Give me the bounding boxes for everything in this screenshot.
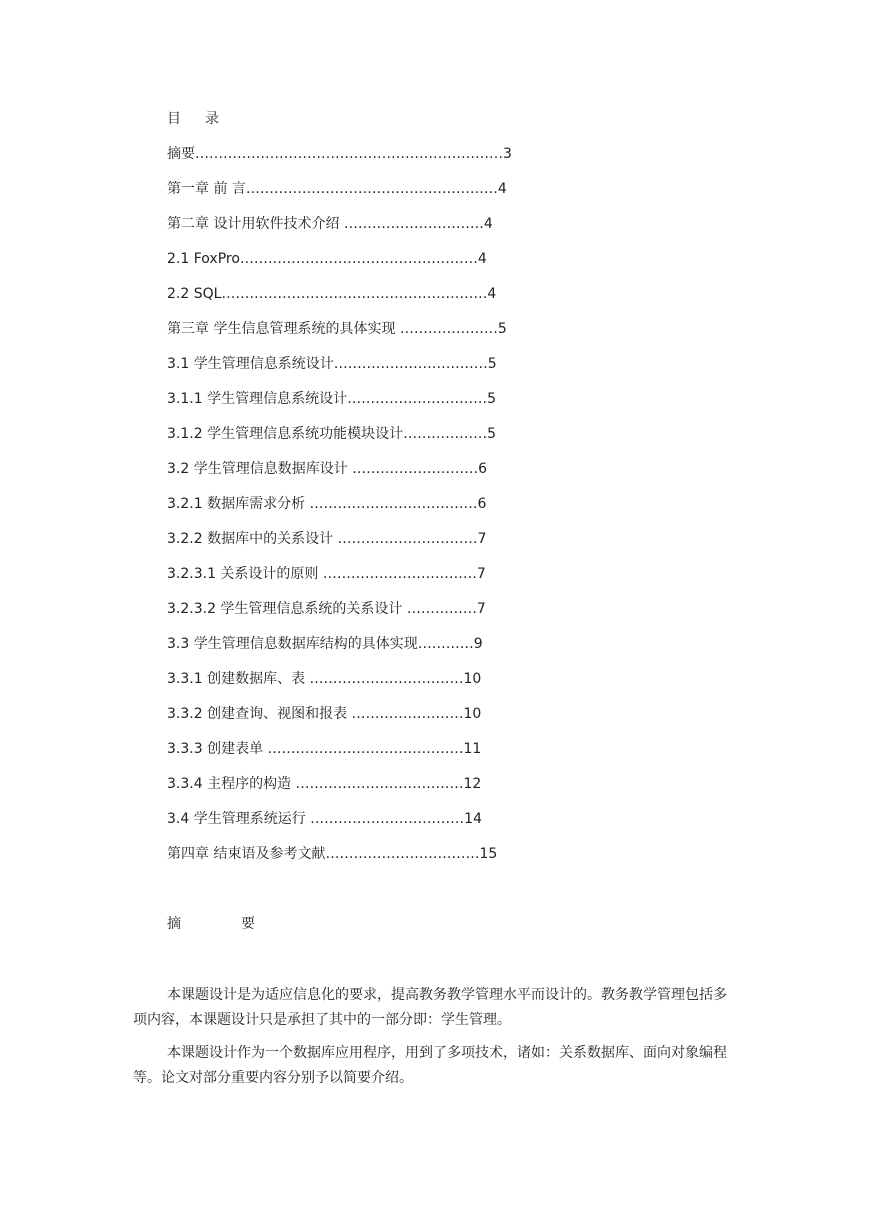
toc-entry: 3.3.1 创建数据库、表 ……………………………10 <box>167 671 482 687</box>
toc-entry: 3.3.3 创建表单 ……………………………………11 <box>167 741 482 757</box>
toc-entry: 3.3.4 主程序的构造 ………………………………12 <box>167 776 482 792</box>
table-of-contents <box>167 143 512 878</box>
abstract-paragraph-1: 本课题设计是为适应信息化的要求，提高教务教学管理水平而设计的。教务教学管理包括多项内容，本课题设计只是承担了其中的一部分即：学生管理。 <box>133 987 727 1028</box>
toc-entry: 3.2.1 数据库需求分析 ………………………………6 <box>167 496 487 512</box>
toc-entry: 第四章 结束语及参考文献……………………………15 <box>167 846 498 862</box>
toc-entry: 3.1.2 学生管理信息系统功能模块设计………………5 <box>167 426 496 442</box>
toc-title-char-2: 录 <box>205 111 219 127</box>
toc-entry: 2.1 FoxPro……………………………………………4 <box>167 251 487 267</box>
toc-entry: 第一章 前 言………………………………………………4 <box>167 181 507 197</box>
abstract-heading-char-2: 要 <box>241 916 255 932</box>
toc-entry: 第二章 设计用软件技术介绍 …………………………4 <box>167 216 493 232</box>
toc-entry: 3.2.2 数据库中的关系设计 …………………………7 <box>167 531 487 547</box>
toc-entry: 3.3.2 创建查询、视图和报表 ……………………10 <box>167 706 482 722</box>
toc-entry: 2.2 SQL…………………………………………………4 <box>167 286 497 302</box>
toc-entry: 第三章 学生信息管理系统的具体实现 …………………5 <box>167 321 507 337</box>
toc-entry: 3.2.3.2 学生管理信息系统的关系设计 ……………7 <box>167 601 486 617</box>
toc-title <box>167 108 219 128</box>
toc-entry: 3.2.3.1 关系设计的原则 ……………………………7 <box>167 566 486 582</box>
abstract-heading <box>167 913 255 933</box>
toc-title-char-1: 目 <box>167 111 181 127</box>
abstract-heading-char-1: 摘 <box>167 916 181 932</box>
abstract-paragraph-2: 本课题设计作为一个数据库应用程序，用到了多项技术，诸如：关系数据库、面向对象编程等。论文对部分重要内容分别予以简要介绍。 <box>133 1045 727 1086</box>
toc-entry: 3.1 学生管理信息系统设计……………………………5 <box>167 356 497 372</box>
toc-entry: 3.2 学生管理信息数据库设计 ………………………6 <box>167 461 488 477</box>
toc-entry: 摘要…………………………………………………………3 <box>167 146 512 162</box>
toc-entry: 3.3 学生管理信息数据库结构的具体实现…………9 <box>167 636 483 652</box>
toc-entry: 3.1.1 学生管理信息系统设计…………………………5 <box>167 391 496 407</box>
toc-entry: 3.4 学生管理系统运行 ……………………………14 <box>167 811 482 827</box>
